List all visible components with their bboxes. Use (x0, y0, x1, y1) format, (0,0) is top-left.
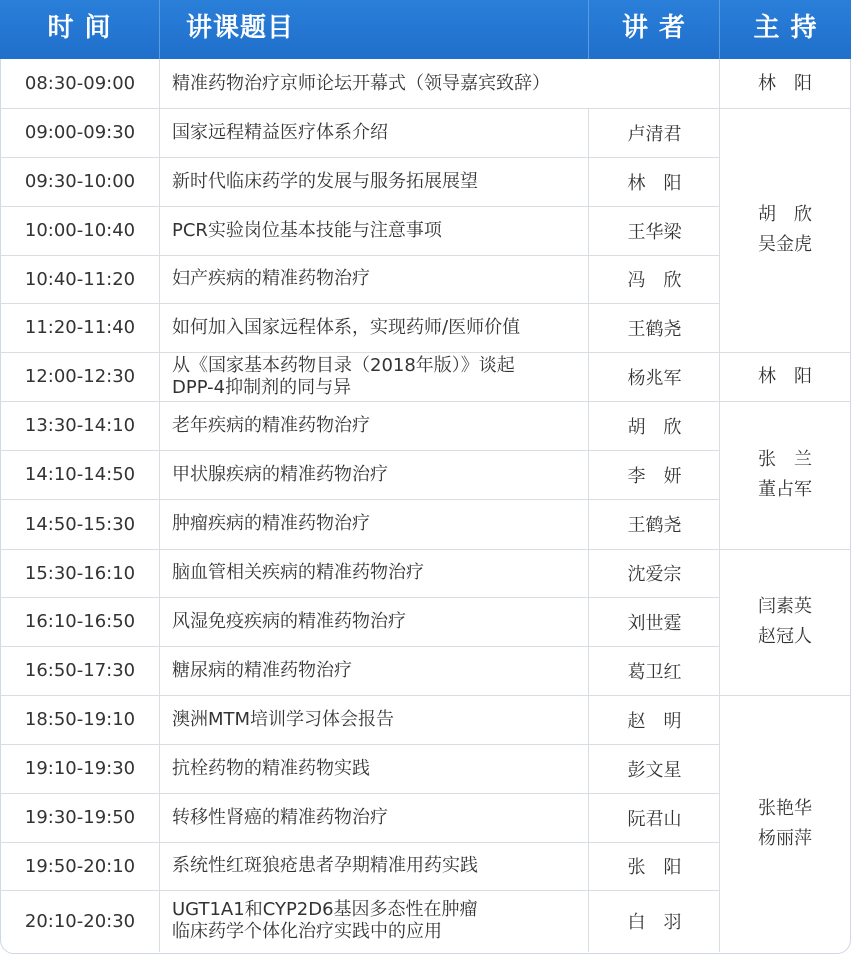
row-speaker: 冯 欣 (627, 270, 682, 291)
row-topic: PCR实验岗位基本技能与注意事项 (172, 219, 442, 241)
host-cell (720, 549, 850, 695)
host-name: 林 阳 (758, 365, 812, 387)
host-name: 吴金虎 (758, 234, 812, 255)
row-time: 18:50-19:10 (24, 709, 136, 730)
row-time: 08:30-09:00 (24, 73, 136, 94)
header-speaker: 讲 者 (621, 13, 687, 43)
row-topic: 转移性肾癌的精准药物治疗 (172, 806, 388, 828)
row-divider (0, 499, 720, 500)
row-time: 12:00-12:30 (24, 366, 136, 387)
row-divider (0, 646, 720, 647)
row-divider (0, 744, 720, 745)
host-cell (720, 59, 850, 108)
row-topic: 肿瘤疾病的精准药物治疗 (172, 513, 370, 534)
row-topic: 妇产疾病的精准药物治疗 (172, 268, 370, 289)
row-time: 19:30-19:50 (24, 807, 136, 828)
host-name: 张 兰 (758, 449, 812, 470)
row-speaker: 王鹤尧 (627, 515, 682, 536)
row-divider (0, 401, 850, 402)
row-divider (0, 206, 720, 207)
row-speaker: 李 妍 (627, 465, 682, 487)
row-time: 09:00-09:30 (24, 122, 136, 143)
row-topic: 国家远程精益医疗体系介绍 (172, 121, 388, 143)
row-speaker: 王鹤尧 (627, 318, 682, 340)
row-speaker: 刘世霆 (627, 612, 682, 634)
row-time: 10:00-10:40 (24, 220, 136, 241)
row-topic: 精准药物治疗京师论坛开幕式（领导嘉宾致辞） (172, 72, 550, 94)
row-divider (0, 255, 720, 256)
header-topic: 讲课题目 (186, 13, 295, 43)
row-divider (0, 108, 850, 109)
row-topic (160, 890, 589, 952)
row-speaker: 彭文星 (627, 759, 682, 781)
host-cell (720, 401, 850, 549)
row-topic: 抗栓药物的精准药物实践 (172, 757, 370, 779)
row-speaker: 白 羽 (627, 912, 682, 933)
row-speaker: 林 阳 (627, 172, 682, 194)
row-time: 16:50-17:30 (24, 660, 136, 681)
host-name: 赵冠人 (758, 626, 812, 647)
row-divider (0, 597, 720, 598)
row-divider (0, 352, 850, 353)
row-topic: 甲状腺疾病的精准药物治疗 (172, 463, 388, 485)
row-speaker: 杨兆军 (627, 367, 682, 389)
row-time: 14:50-15:30 (24, 513, 136, 535)
row-time: 19:10-19:30 (24, 758, 136, 779)
row-time: 13:30-14:10 (24, 415, 136, 436)
row-topic: 澳洲MTM培训学习体会报告 (172, 708, 395, 730)
row-topic-line1: UGT1A1和CYP2D6基因多态性在肿瘤 (172, 899, 478, 920)
row-speaker: 阮君山 (627, 808, 682, 830)
row-topic: 糖尿病的精准药物治疗 (172, 659, 352, 681)
col-divider (719, 59, 720, 952)
row-time: 10:40-11:20 (24, 268, 136, 290)
row-speaker: 胡 欣 (627, 416, 682, 438)
row-topic: 系统性红斑狼疮患者孕期精准用药实践 (172, 855, 478, 876)
row-divider (0, 549, 850, 550)
row-time: 11:20-11:40 (24, 317, 136, 338)
host-name: 董占军 (758, 479, 812, 500)
row-divider (0, 842, 720, 843)
row-time: 15:30-16:10 (24, 562, 136, 584)
row-time: 09:30-10:00 (24, 171, 136, 192)
row-divider (0, 157, 720, 158)
row-topic: 新时代临床药学的发展与服务拓展展望 (172, 170, 478, 192)
row-speaker: 王华梁 (627, 221, 682, 243)
host-cell (720, 695, 850, 952)
host-name: 杨丽萍 (758, 827, 812, 849)
host-cell (720, 352, 850, 401)
row-time: 20:10-20:30 (24, 910, 136, 932)
row-divider (0, 303, 720, 304)
host-name: 张艳华 (758, 797, 812, 819)
row-topic (160, 352, 589, 401)
host-name: 闫素英 (758, 596, 812, 617)
row-divider (0, 450, 720, 451)
header-host: 主 持 (753, 13, 818, 43)
row-speaker: 张 阳 (627, 857, 682, 878)
header-time: 时 间 (47, 13, 112, 43)
row-divider (0, 695, 850, 696)
host-name: 林 阳 (758, 72, 812, 94)
row-divider (0, 890, 720, 891)
col-divider (588, 108, 589, 952)
row-topic: 脑血管相关疾病的精准药物治疗 (172, 562, 424, 583)
row-speaker: 赵 明 (627, 710, 682, 732)
row-speaker: 卢清君 (627, 123, 682, 145)
row-time: 19:50-20:10 (24, 855, 136, 877)
row-topic: 如何加入国家远程体系，实现药师/医师价值 (172, 316, 521, 338)
row-topic-line2: DPP-4抑制剂的同与异 (172, 376, 352, 398)
col-divider (159, 59, 160, 952)
host-name: 胡 欣 (758, 204, 812, 225)
row-divider (0, 793, 720, 794)
row-topic-line1: 从《国家基本药物目录（2018年版）》谈起 (172, 354, 515, 376)
row-topic: 老年疾病的精准药物治疗 (172, 414, 370, 436)
row-topic: 风湿免疫疾病的精准药物治疗 (172, 610, 406, 632)
row-topic-line2: 临床药学个体化治疗实践中的应用 (172, 921, 442, 942)
row-time: 16:10-16:50 (24, 611, 136, 632)
host-cell (720, 108, 850, 352)
row-speaker: 葛卫红 (627, 661, 682, 683)
row-speaker: 沈爱宗 (627, 564, 682, 585)
row-time: 14:10-14:50 (24, 464, 136, 485)
table-header (0, 0, 851, 59)
